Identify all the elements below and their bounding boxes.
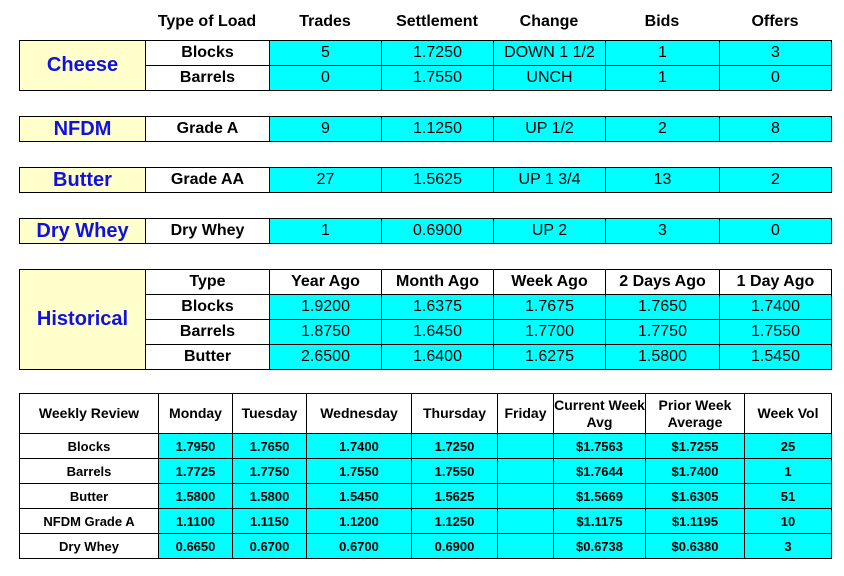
- dry-whey-category-label: Dry Whey: [20, 219, 146, 244]
- weekly-cell: 1.5450: [307, 484, 412, 509]
- dry-whey-offers: 0: [720, 219, 832, 244]
- dry-whey-type: Dry Whey: [146, 219, 270, 244]
- cheese-blocks-bids: 1: [606, 41, 720, 66]
- weekly-cell: 1.5800: [233, 484, 307, 509]
- weekly-row-nfdm-grade-a: [20, 509, 832, 534]
- weekly-cell: 25: [745, 434, 832, 459]
- weekly-cell: [498, 459, 554, 484]
- weekly-cell: 51: [745, 484, 832, 509]
- butter-trades: 27: [270, 168, 382, 193]
- historical-row-label: Blocks: [146, 295, 270, 320]
- butter-offers: 2: [720, 168, 832, 193]
- weekly-cell: $1.7644: [554, 459, 646, 484]
- weekly-row-label: Butter: [20, 484, 159, 509]
- dry-whey-trades: 1: [270, 219, 382, 244]
- nfdm-offers: 8: [720, 117, 832, 142]
- weekly-cell: $1.7563: [554, 434, 646, 459]
- weekly-header-prior-week-average: Prior Week Average: [646, 394, 745, 434]
- historical-cell: 1.5800: [606, 345, 720, 370]
- weekly-cell: 3: [745, 534, 832, 559]
- dry-whey-settlement: 0.6900: [382, 219, 494, 244]
- historical-header-2-days-ago: 2 Days Ago: [606, 270, 720, 295]
- weekly-header-current-week-avg: Current Week Avg: [554, 394, 646, 434]
- weekly-cell: $1.7400: [646, 459, 745, 484]
- cheese-barrels-settlement: 1.7550: [382, 66, 494, 91]
- weekly-cell: 1.7750: [233, 459, 307, 484]
- weekly-row-label: Barrels: [20, 459, 159, 484]
- weekly-header-weekly-review: Weekly Review: [20, 394, 159, 434]
- historical-cell: 1.7400: [720, 295, 832, 320]
- weekly-cell: [498, 509, 554, 534]
- butter-change: UP 1 3/4: [494, 168, 606, 193]
- weekly-header-thursday: Thursday: [412, 394, 498, 434]
- butter-settlement: 1.5625: [382, 168, 494, 193]
- cheese-barrels-type: Barrels: [146, 66, 270, 91]
- cheese-barrels-change: UNCH: [494, 66, 606, 91]
- historical-row-label: Barrels: [146, 320, 270, 345]
- weekly-row-label: Blocks: [20, 434, 159, 459]
- weekly-header-monday: Monday: [159, 394, 233, 434]
- weekly-cell: 1.5625: [412, 484, 498, 509]
- weekly-cell: 0.6700: [307, 534, 412, 559]
- weekly-row-blocks: [20, 434, 832, 459]
- weekly-cell: 0.6700: [233, 534, 307, 559]
- weekly-cell: $0.6738: [554, 534, 646, 559]
- weekly-cell: 1.7250: [412, 434, 498, 459]
- dry-whey-change: UP 2: [494, 219, 606, 244]
- historical-cell: 1.6275: [494, 345, 606, 370]
- historical-cell: 2.6500: [270, 345, 382, 370]
- historical-header-type: Type: [146, 270, 270, 295]
- weekly-cell: 1.7950: [159, 434, 233, 459]
- weekly-row-label: Dry Whey: [20, 534, 159, 559]
- weekly-cell: 1.5800: [159, 484, 233, 509]
- weekly-row-barrels: [20, 459, 832, 484]
- historical-cell: 1.6375: [382, 295, 494, 320]
- nfdm-change: UP 1/2: [494, 117, 606, 142]
- cheese-blocks-trades: 5: [270, 41, 382, 66]
- historical-cell: 1.6400: [382, 345, 494, 370]
- cheese-blocks-settlement: 1.7250: [382, 41, 494, 66]
- historical-table: [19, 269, 832, 370]
- weekly-header-week-vol: Week Vol: [745, 394, 832, 434]
- historical-row-label: Butter: [146, 345, 270, 370]
- historical-cell: 1.6450: [382, 320, 494, 345]
- weekly-header-wednesday: Wednesday: [307, 394, 412, 434]
- historical-header-1-day-ago: 1 Day Ago: [720, 270, 832, 295]
- weekly-cell: 1.7550: [412, 459, 498, 484]
- weekly-cell: $1.5669: [554, 484, 646, 509]
- weekly-row-dry-whey: [20, 534, 832, 559]
- historical-cell: 1.7650: [606, 295, 720, 320]
- cheese-barrels-bids: 1: [606, 66, 720, 91]
- nfdm-bids: 2: [606, 117, 720, 142]
- weekly-cell: 1.7725: [159, 459, 233, 484]
- nfdm-type: Grade A: [146, 117, 270, 142]
- weekly-cell: $0.6380: [646, 534, 745, 559]
- butter-category-label: Butter: [20, 168, 146, 193]
- cheese-blocks-change: DOWN 1 1/2: [494, 41, 606, 66]
- nfdm-settlement: 1.1250: [382, 117, 494, 142]
- nfdm-trades: 9: [270, 117, 382, 142]
- weekly-cell: 1.1100: [159, 509, 233, 534]
- weekly-cell: 1.7400: [307, 434, 412, 459]
- weekly-cell: 0.6650: [159, 534, 233, 559]
- butter-bids: 13: [606, 168, 720, 193]
- historical-cell: 1.5450: [720, 345, 832, 370]
- historical-cell: 1.9200: [270, 295, 382, 320]
- historical-cell: 1.7550: [720, 320, 832, 345]
- weekly-cell: 1.1150: [233, 509, 307, 534]
- weekly-cell: [498, 434, 554, 459]
- weekly-cell: 1.1250: [412, 509, 498, 534]
- weekly-cell: 1.7650: [233, 434, 307, 459]
- weekly-cell: $1.6305: [646, 484, 745, 509]
- historical-cell: 1.8750: [270, 320, 382, 345]
- historical-header-year-ago: Year Ago: [270, 270, 382, 295]
- weekly-cell: [498, 534, 554, 559]
- weekly-cell: 1: [745, 459, 832, 484]
- weekly-row-label: NFDM Grade A: [20, 509, 159, 534]
- weekly-cell: [498, 484, 554, 509]
- weekly-cell: 1.7550: [307, 459, 412, 484]
- cheese-blocks-offers: 3: [720, 41, 832, 66]
- nfdm-category-label: NFDM: [20, 117, 146, 142]
- weekly-header-friday: Friday: [498, 394, 554, 434]
- cheese-barrels-offers: 0: [720, 66, 832, 91]
- header-change: Change: [519, 13, 579, 30]
- cheese-blocks-type: Blocks: [146, 41, 270, 66]
- header-offers: Offers: [751, 13, 799, 30]
- historical-cell: 1.7700: [494, 320, 606, 345]
- historical-category-label: Historical: [20, 270, 146, 370]
- historical-header-month-ago: Month Ago: [382, 270, 494, 295]
- cheese-category-label: Cheese: [20, 41, 146, 91]
- header-bids: Bids: [644, 13, 680, 30]
- historical-header-week-ago: Week Ago: [494, 270, 606, 295]
- weekly-cell: $1.1195: [646, 509, 745, 534]
- cheese-table: [19, 40, 832, 91]
- butter-table: [19, 167, 832, 193]
- header-trades: Trades: [299, 13, 351, 30]
- weekly-header-tuesday: Tuesday: [233, 394, 307, 434]
- dry-whey-table: [19, 218, 832, 244]
- butter-type: Grade AA: [146, 168, 270, 193]
- header-settlement: Settlement: [396, 13, 478, 30]
- weekly-row-butter: [20, 484, 832, 509]
- weekly-review-table: [19, 393, 832, 559]
- weekly-cell: 10: [745, 509, 832, 534]
- header-type-of-load: Type of Load: [157, 13, 257, 30]
- cheese-barrels-trades: 0: [270, 66, 382, 91]
- nfdm-table: [19, 116, 832, 142]
- weekly-cell: $1.1175: [554, 509, 646, 534]
- historical-cell: 1.7675: [494, 295, 606, 320]
- weekly-cell: $1.7255: [646, 434, 745, 459]
- weekly-cell: 1.1200: [307, 509, 412, 534]
- dry-whey-bids: 3: [606, 219, 720, 244]
- weekly-cell: 0.6900: [412, 534, 498, 559]
- historical-cell: 1.7750: [606, 320, 720, 345]
